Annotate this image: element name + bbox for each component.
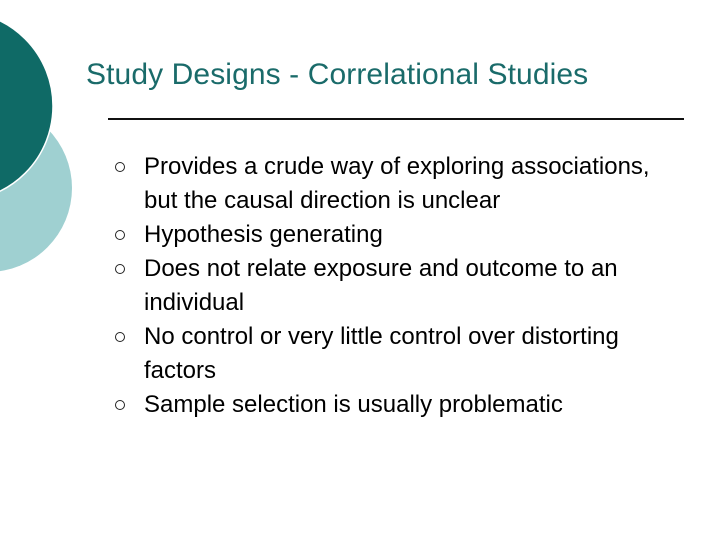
hollow-circle-icon — [114, 150, 126, 184]
bullet-text: No control or very little control over distorting factors — [144, 323, 619, 384]
bullet-item — [114, 218, 674, 252]
decorative-circles — [0, 0, 120, 300]
hollow-circle-icon — [114, 218, 126, 252]
bullet-item — [114, 252, 674, 320]
bullet-text: Sample selection is usually problematic — [144, 391, 563, 418]
bullet-text: Does not relate exposure and outcome to an individual — [144, 255, 618, 316]
bullet-text: Provides a crude way of exploring associations, but the causal direction is unclear — [144, 153, 650, 214]
bullet-text: Hypothesis generating — [144, 221, 383, 248]
bullet-item — [114, 320, 674, 388]
bullet-list — [114, 150, 674, 422]
hollow-circle-icon — [114, 252, 126, 286]
hollow-circle-icon — [114, 388, 126, 422]
bullet-item — [114, 388, 674, 422]
bullet-item — [114, 150, 674, 218]
hollow-circle-icon — [114, 320, 126, 354]
slide-title: Study Designs - Correlational Studies — [86, 58, 589, 91]
title-underline — [108, 118, 684, 120]
